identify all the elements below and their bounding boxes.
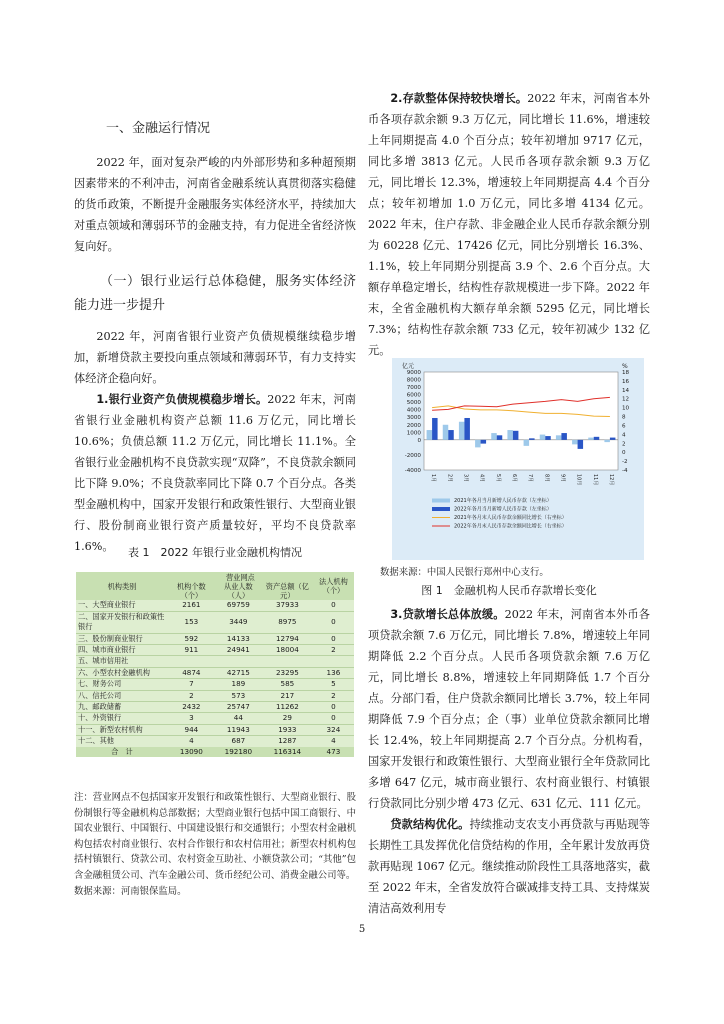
- col-header-group: 营业网点: [168, 572, 313, 582]
- x-tick-label: 2月: [446, 474, 453, 483]
- row-count: 4874: [168, 667, 215, 678]
- row-category: 九、邮政储蓄: [76, 702, 168, 713]
- bar: [481, 440, 486, 444]
- row-count: 911: [168, 645, 215, 656]
- y-left-tick-label: 2000: [406, 422, 421, 429]
- table-row: [76, 713, 354, 724]
- row-staff: 11943: [215, 724, 262, 735]
- y-left-tick-label: -2000: [404, 452, 421, 459]
- table-row: [76, 667, 354, 678]
- y-right-tick-label: 16: [622, 378, 630, 385]
- x-tick-label: 4月: [478, 474, 485, 483]
- bar: [561, 433, 566, 440]
- bar: [427, 430, 432, 440]
- paragraph-assets-title: 1.银行业资产负债规模稳步增长。: [96, 393, 268, 406]
- bar: [459, 422, 464, 440]
- row-category: 二、国家开发银行和政策性银行: [76, 611, 168, 633]
- row-legal: 136: [313, 667, 354, 678]
- table-row: [76, 679, 354, 690]
- y-left-tick-label: -4000: [404, 468, 421, 474]
- row-assets: 217: [262, 690, 313, 701]
- legend-label: 2022年各月当月新增人民币存款（左坐标）: [454, 506, 552, 513]
- legend-swatch: [432, 499, 450, 503]
- bar: [524, 440, 529, 446]
- row-count: [168, 656, 215, 667]
- table-total-row: [76, 747, 354, 757]
- paragraph-loans-title: 3.贷款增长总体放缓。: [390, 608, 505, 621]
- row-assets: 11262: [262, 702, 313, 713]
- row-category: 十、外资银行: [76, 713, 168, 724]
- bar: [513, 431, 518, 440]
- paragraph-loan-structure: [368, 814, 650, 919]
- y-left-tick-label: 6000: [406, 392, 421, 399]
- table-source: 数据来源：河南银保监局。: [74, 885, 187, 897]
- bar: [432, 418, 437, 440]
- row-staff: 14133: [215, 633, 262, 644]
- row-legal: 2: [313, 645, 354, 656]
- paragraph-deposits-body: 2022 年末，河南省本外币各项存款余额 9.3 万亿元，同比增长 11.6%，增速较上年同期提高 4.0 个百分点；较年初增加 9717 亿元，同比多增 3813 亿元。人民币各项存款余额 9.3 万亿元，同比增长 12.3%，增速较上年同期提高 4.4 个百分点；较年初增加 1.0 万亿元，同比多增 4134 亿元。2022 年末，住户存款、非金融企业人民币存款余额分别为 60228 亿元、17426 亿元，同比分别增长 16.3%、1.1%，较上年同期分别提高 3.9 个、2.6 个百分点。大额存单稳定增长，结构性存款规模进一步下降。2022 年末，全省金融机构大额存单余额 5295 亿元，同比增长 7.3%；结构性存款余额 733 亿元，较年初减少 132 亿元。: [368, 92, 650, 357]
- row-legal: 0: [313, 633, 354, 644]
- row-staff: 3449: [215, 611, 262, 633]
- row-assets: 37933: [275, 600, 299, 610]
- row-count: 3: [168, 713, 215, 724]
- y-left-tick-label: 8000: [406, 377, 421, 384]
- bar: [540, 435, 545, 440]
- table-row: [76, 656, 354, 667]
- row-legal: 0: [331, 600, 336, 610]
- col-header-legal: 法人机构（个）: [313, 572, 354, 600]
- paragraph-loan-structure-body: 持续推动支农支小再贷款与再贴现等长期性工具发挥优化信贷结构的作用，全年累计发放再贷款再贴现 1067 亿元。继续推动阶段性工具落地落实，截至 2022 年末，全省发放符合碳减排支持工具、支持煤炭清洁高效利用专: [368, 818, 650, 915]
- total-assets: 116314: [262, 747, 313, 757]
- row-category: 四、城市商业银行: [76, 645, 168, 656]
- row-staff: 42715: [215, 667, 262, 678]
- paragraph-loans-body: 2022 年末，河南省本外币各项贷款余额 7.6 万亿元，同比增长 7.8%，增速较上年同期降低 2.2 个百分点。人民币各项贷款余额 7.6 万亿元，同比增长 8.8%，增速较上年同期降低 1.7 个百分点。分部门看，住户贷款余额同比增长 3.7%，较上年同期降低 7.9 个百分点；企（事）业单位贷款余额同比增长 12.4%，较上年同期提高 2.7 个百分点。分机构看，国家开发银行和政策性银行、大型商业银行全年贷款同比多增 647 亿元，城市商业银行、农村商业银行、村镇银行贷款同比分别少增 473 亿元、631 亿元、111 亿元。: [368, 608, 650, 810]
- x-tick-label: 5月: [494, 474, 501, 483]
- table-row: [76, 645, 354, 656]
- x-tick-label: 9月: [559, 474, 566, 483]
- bar: [545, 436, 550, 440]
- x-tick-label: 3月: [462, 474, 469, 483]
- row-assets: 1933: [262, 724, 313, 735]
- col-header-staff: 从业人数（人）: [215, 582, 262, 600]
- row-legal: 0: [313, 702, 354, 713]
- row-staff: 189: [215, 679, 262, 690]
- y-right-tick-label: 4: [622, 432, 626, 439]
- y-left-tick-label: 1000: [406, 430, 421, 437]
- row-count: 4: [168, 736, 215, 747]
- table-body: [76, 600, 354, 757]
- y-right-unit: %: [622, 363, 628, 370]
- table-row: [76, 633, 354, 644]
- bar: [497, 435, 502, 440]
- row-staff: 687: [215, 736, 262, 747]
- section-title: 一、金融运行情况: [106, 121, 211, 136]
- plot-area: [424, 372, 618, 470]
- y-right-tick-label: -2: [622, 459, 628, 466]
- row-count: 2161: [182, 600, 201, 610]
- x-tick-label: 12月: [607, 474, 614, 486]
- x-tick-label: 6月: [510, 474, 517, 483]
- row-assets: [262, 656, 313, 667]
- total-staff: 192180: [215, 747, 262, 757]
- y-left-tick-label: 5000: [406, 400, 421, 407]
- row-staff: 69759: [226, 600, 250, 610]
- legend-label: 2021年各月当月新增人民币存款（左坐标）: [454, 498, 552, 504]
- x-tick-label: 7月: [527, 474, 534, 483]
- paragraph-assets-body: 2022 年末，河南省银行业金融机构资产总额 11.6 万亿元，同比增长 10.6%；负债总额 11.2 万亿元，同比增长 11.1%。全省银行业金融机构不良贷款实现“双降”，不良贷款余额同比下降 9.0%；不良贷款率同比下降 0.7 个百分点。各类型金融机构中，国家开发银行和政策性银行、大型商业银行、股份制商业银行资产质量较好，平均不良贷款率 1.6%。: [74, 393, 356, 553]
- row-assets: 8975: [262, 611, 313, 633]
- x-tick-label: 8月: [543, 474, 550, 483]
- row-count: 944: [168, 724, 215, 735]
- table-note: 注：营业网点不包括国家开发银行和政策性银行、大型商业银行、股份制银行等金融机构总部数据；大型商业银行包括中国工商银行、中国农业银行、中国银行、中国建设银行和交通银行；小型农村金融机构包括农村商业银行、农村合作银行和农村信用社；新型农村机构包括村镇银行、贷款公司、农村资金互助社、小额贷款公司；“其他”包含金融租赁公司、汽车金融公司、货币经纪公司、消费金融公司等。: [74, 792, 356, 881]
- row-count: 153: [168, 611, 215, 633]
- row-staff: 44: [215, 713, 262, 724]
- y-right-tick-label: 8: [622, 414, 626, 421]
- figure-source: 数据来源：中国人民银行郑州中心支行。: [380, 567, 549, 578]
- bar: [588, 438, 593, 440]
- right-column-lower: [368, 604, 650, 919]
- paragraph-loans: [368, 604, 650, 814]
- row-category: 三、股份制商业银行: [76, 633, 168, 644]
- row-assets: 18004: [262, 645, 313, 656]
- paragraph-deposits-title: 2.存款整体保持较快增长。: [390, 92, 528, 105]
- sub-intro-paragraph: 2022 年，河南省银行业资产负债规模继续稳步增加，新增贷款主要投向重点领域和薄弱环节，有力支持实体经济企稳向好。: [74, 330, 356, 385]
- y-left-tick-label: 3000: [406, 415, 421, 422]
- legend-swatch: [432, 507, 450, 511]
- y-left-tick-label: 7000: [406, 385, 421, 392]
- row-category: 五、城市信用社: [76, 656, 168, 667]
- bar: [572, 440, 577, 445]
- left-column: [74, 152, 356, 557]
- row-category: 八、信托公司: [76, 690, 168, 701]
- y-right-tick-label: 6: [622, 423, 626, 430]
- bar: [507, 430, 512, 440]
- row-legal: 0: [313, 713, 354, 724]
- row-count: 592: [168, 633, 215, 644]
- row-category: 七、财务公司: [76, 679, 168, 690]
- right-column: [368, 88, 650, 361]
- row-staff: 573: [215, 690, 262, 701]
- table-row: [76, 690, 354, 701]
- y-left-unit: 亿元: [402, 363, 415, 370]
- row-category: 一、大型商业银行: [78, 600, 136, 610]
- row-category: 六、小型农村金融机构: [76, 667, 168, 678]
- figure-caption: 图 1 金融机构人民币存款增长变化: [421, 584, 597, 597]
- table-row: [76, 611, 354, 633]
- table-row: [76, 736, 354, 747]
- table-caption: 表 1 2022 年银行业金融机构情况: [128, 546, 302, 559]
- row-staff: [215, 656, 262, 667]
- col-header-count: 机构个数（个）: [168, 582, 215, 600]
- y-left-tick-label: 0: [417, 437, 421, 444]
- row-category: 十二、其他: [76, 736, 168, 747]
- bar: [578, 440, 583, 449]
- row-staff: 25747: [215, 702, 262, 713]
- row-assets: 12794: [262, 633, 313, 644]
- table-row: [76, 724, 354, 735]
- row-legal: [313, 656, 354, 667]
- legend-label: 2021年各月末人民币存款余额同比增长（右坐标）: [454, 515, 567, 521]
- x-tick-label: 10月: [575, 474, 582, 486]
- table-row: [76, 600, 354, 611]
- bar: [604, 440, 609, 442]
- y-right-tick-label: -4: [622, 468, 628, 474]
- paragraph-assets: [74, 389, 356, 557]
- row-assets: 29: [262, 713, 313, 724]
- total-label: 合 计: [76, 747, 168, 757]
- col-header-category: 机构类别: [76, 572, 168, 600]
- bar: [529, 438, 534, 440]
- intro-paragraph: 2022 年，面对复杂严峻的内外部形势和多种超预期因素带来的不利冲击，河南省金融系统认真贯彻落实稳健的货币政策，不断提升金融服务实体经济水平，持续加大对重点领域和薄弱环节的金融支持，有力促进全省经济恢复向好。: [74, 156, 356, 253]
- x-tick-label: 1月: [430, 474, 437, 483]
- row-legal: 4: [313, 736, 354, 747]
- row-count: 2: [168, 690, 215, 701]
- paragraph-loan-structure-title: 贷款结构优化。: [390, 818, 470, 831]
- table-note-block: [74, 790, 356, 899]
- y-right-tick-label: 14: [622, 387, 630, 394]
- deposit-chart: [392, 358, 644, 560]
- deposit-chart-svg: [392, 358, 644, 560]
- legend-label: 2022年各月末人民币存款余额同比增长（右坐标）: [454, 523, 567, 530]
- bar: [464, 418, 469, 440]
- bar: [610, 438, 615, 440]
- bar: [443, 425, 448, 440]
- row-legal: 324: [313, 724, 354, 735]
- row-assets: 23295: [262, 667, 313, 678]
- bar: [448, 430, 453, 440]
- y-right-tick-label: 12: [622, 396, 630, 403]
- row-assets: 1287: [262, 736, 313, 747]
- subsection-title: （一）银行业运行总体稳健，服务实体经济能力进一步提升: [74, 274, 356, 313]
- x-tick-label: 11月: [591, 474, 598, 486]
- row-count: 7: [168, 679, 215, 690]
- row-legal: 5: [313, 679, 354, 690]
- y-left-tick-label: 4000: [406, 407, 421, 414]
- y-left-tick-label: 9000: [406, 370, 421, 376]
- page-number: 5: [358, 924, 366, 935]
- total-count: 13090: [168, 747, 215, 757]
- bar: [491, 433, 496, 440]
- y-right-tick-label: 18: [622, 370, 630, 376]
- bank-institutions-table: [76, 572, 354, 757]
- row-legal: 2: [313, 690, 354, 701]
- y-right-tick-label: 0: [622, 450, 626, 457]
- row-legal: 0: [313, 611, 354, 633]
- bar: [594, 437, 599, 440]
- total-legal: 473: [313, 747, 354, 757]
- row-assets: 585: [262, 679, 313, 690]
- bar: [556, 435, 561, 440]
- row-count: 2432: [168, 702, 215, 713]
- row-category: 十一、新型农村机构: [76, 724, 168, 735]
- table-row: [76, 702, 354, 713]
- row-staff: 24941: [215, 645, 262, 656]
- col-header-assets: 资产总额（亿元）: [262, 582, 313, 600]
- y-right-tick-label: 10: [622, 405, 630, 412]
- y-right-tick-label: 2: [622, 441, 626, 448]
- paragraph-deposits: [368, 88, 650, 361]
- bar: [475, 440, 480, 448]
